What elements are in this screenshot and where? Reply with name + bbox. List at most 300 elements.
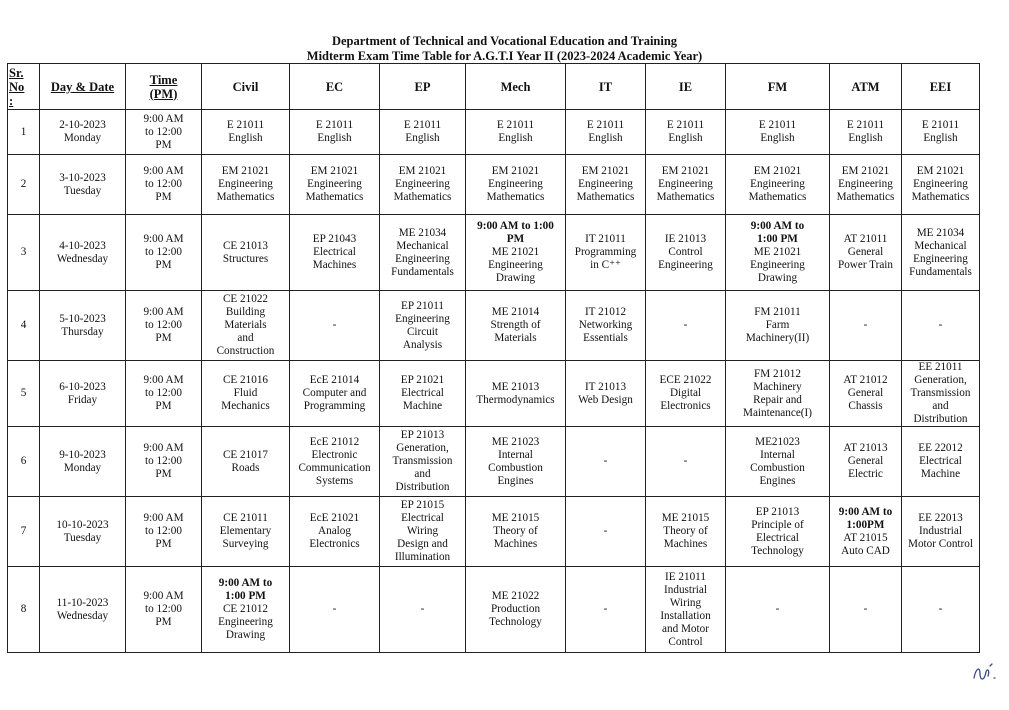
- exam-cell-eei: [902, 155, 980, 215]
- subject-name-line: Engineering: [913, 252, 968, 265]
- subject-code: EM 21021: [221, 165, 270, 177]
- subject-code: E 21011: [666, 119, 705, 131]
- subject-name-line: Transmission: [392, 455, 453, 467]
- exam-cell-ec: [290, 291, 380, 361]
- document-subtitle: Midterm Exam Time Table for A.G.T.I Year II (2023-2024 Academic Year): [306, 49, 703, 63]
- time-cell: [126, 427, 202, 497]
- exam-cell-eei: [902, 110, 980, 155]
- subject-code: E 21011: [403, 119, 442, 131]
- subject-code: EP 21011: [401, 299, 444, 312]
- subject-name-line: Web Design: [578, 393, 633, 406]
- exam-cell-ie: [646, 155, 726, 215]
- subject-name-line: Electrical: [313, 246, 356, 258]
- subject-name-line: Machine: [402, 400, 443, 412]
- subject-name-line: Mechanical: [396, 239, 449, 252]
- time-cell: [126, 361, 202, 427]
- exam-cell-mech: [466, 155, 566, 215]
- subject-name-line: Drawing: [225, 629, 266, 641]
- day-date-line: Tuesday: [63, 531, 102, 544]
- subject-code: E 21011: [758, 119, 797, 131]
- subject-name-line: Electrical: [919, 455, 962, 467]
- exam-cell-ec: [290, 497, 380, 567]
- day-date-line: Monday: [63, 132, 102, 144]
- time-line: PM: [155, 191, 172, 203]
- time-cell: [126, 291, 202, 361]
- subject-name-line: Transmission: [910, 387, 971, 399]
- subject-code: EE 21011: [918, 361, 963, 373]
- exam-cell-ep: [380, 497, 466, 567]
- exam-special-time: 1:00PM: [846, 518, 885, 531]
- subject-name-line: in C⁺⁺: [590, 259, 621, 271]
- subject-name-line: Electric: [848, 468, 883, 480]
- subject-code: CE 21016: [222, 374, 269, 386]
- subject-code: ME 21015: [491, 512, 540, 524]
- subject-code: EM 21021: [916, 165, 965, 177]
- subject-name-line: Fluid: [233, 387, 258, 399]
- exam-cell-ie: [646, 110, 726, 155]
- day-date-line: Tuesday: [63, 184, 102, 197]
- subject-name-line: Theory of: [663, 525, 708, 537]
- subject-name-line: Electronics: [309, 538, 360, 550]
- subject-name-line: Materials: [224, 319, 267, 331]
- sr-no-cell: 2: [8, 155, 40, 215]
- timetable-body: [8, 110, 980, 653]
- subject-name-line: Circuit: [406, 325, 439, 338]
- subject-name-line: Combustion: [488, 461, 543, 474]
- table-row: [8, 215, 980, 291]
- time-line: to 12:00: [145, 387, 182, 399]
- time-line: 9:00 AM: [143, 306, 184, 318]
- subject-name-line: Internal: [498, 448, 533, 461]
- subject-name-line: Mathematics: [393, 191, 452, 203]
- exam-cell-ep: [380, 215, 466, 291]
- exam-cell-it: [566, 497, 646, 567]
- time-line: to 12:00: [145, 319, 182, 331]
- sr-label-2: No: [9, 79, 25, 94]
- sr-no-cell: 5: [8, 361, 40, 427]
- subject-name-line: Electrical: [401, 387, 444, 399]
- subject-name-line: and Motor: [662, 622, 709, 635]
- sr-no-cell: 7: [8, 497, 40, 567]
- subject-code: AT 21012: [843, 374, 888, 386]
- subject-name-line: Digital: [669, 387, 702, 399]
- column-header-ie: IE: [646, 64, 726, 110]
- exam-cell-ec: [290, 215, 380, 291]
- subject-name-line: Fundamentals: [391, 265, 454, 278]
- subject-name-line: Machinery(II): [745, 332, 810, 344]
- subject-code: -: [332, 319, 337, 331]
- subject-name-line: Programming: [303, 400, 366, 412]
- exam-special-time: 1:00 PM: [225, 590, 266, 602]
- subject-name-line: Design and: [397, 538, 448, 550]
- subject-code: FM 21012: [754, 367, 801, 380]
- exam-cell-ie: [646, 291, 726, 361]
- exam-cell-eei: [902, 215, 980, 291]
- subject-name-line: Machines: [493, 538, 538, 550]
- exam-cell-ep: [380, 155, 466, 215]
- time-label-1: Time: [149, 72, 178, 87]
- exam-cell-ep: [380, 291, 466, 361]
- exam-cell-ec: [290, 427, 380, 497]
- subject-name-line: Construction: [216, 345, 275, 357]
- time-line: 9:00 AM: [143, 374, 184, 386]
- exam-cell-eei: [902, 291, 980, 361]
- subject-code: E 21011: [846, 119, 885, 131]
- subject-code: EP 21043: [312, 233, 357, 245]
- subject-name-line: Power Train: [837, 259, 893, 271]
- exam-cell-atm: [830, 291, 902, 361]
- subject-code: EP 21013: [400, 429, 445, 441]
- time-line: PM: [155, 138, 172, 151]
- subject-code: ME 21034: [398, 226, 447, 239]
- column-header-fm: FM: [726, 64, 830, 110]
- day-date-line: 5-10-2023: [59, 312, 106, 325]
- exam-cell-fm: [726, 155, 830, 215]
- exam-special-time: 9:00 AM to 1:00: [477, 220, 554, 232]
- sr-label-1: Sr.: [9, 65, 24, 80]
- subject-name-line: English: [588, 132, 623, 144]
- subject-name-line: Strength of: [490, 319, 541, 331]
- subject-code: CE 21017: [222, 448, 269, 461]
- time-cell: [126, 215, 202, 291]
- subject-name-line: Engineering: [488, 178, 543, 190]
- exam-cell-ep: [380, 427, 466, 497]
- table-row: [8, 110, 980, 155]
- exam-cell-it: [566, 215, 646, 291]
- time-line: PM: [155, 616, 172, 628]
- exam-special-time: 9:00 AM to: [838, 505, 893, 518]
- exam-cell-it: [566, 155, 646, 215]
- subject-name-line: Mathematics: [486, 191, 545, 203]
- column-header-it: IT: [566, 64, 646, 110]
- time-line: to 12:00: [145, 125, 182, 138]
- exam-cell-atm: [830, 567, 902, 653]
- exam-cell-civil: [202, 567, 290, 653]
- exam-cell-mech: [466, 215, 566, 291]
- column-header-time: [126, 64, 202, 110]
- subject-name-line: Programming: [574, 246, 637, 258]
- subject-name-line: Machines: [663, 538, 708, 550]
- subject-name-line: Engineering: [913, 178, 968, 190]
- day-date-cell: [40, 291, 126, 361]
- exam-cell-civil: [202, 110, 290, 155]
- day-date-cell: [40, 110, 126, 155]
- time-line: PM: [155, 468, 172, 480]
- subject-name-line: Production: [490, 603, 541, 615]
- day-date-line: 3-10-2023: [59, 171, 106, 184]
- subject-code: CE 21013: [222, 239, 269, 252]
- exam-cell-it: [566, 291, 646, 361]
- table-row: [8, 497, 980, 567]
- subject-name-line: and: [237, 332, 254, 344]
- column-header-ec: EC: [290, 64, 380, 110]
- subject-code: AT 21013: [843, 442, 888, 454]
- subject-name-line: English: [498, 132, 533, 144]
- time-line: to 12:00: [145, 603, 182, 615]
- subject-name-line: Wiring: [669, 596, 702, 609]
- sr-no-cell: 8: [8, 567, 40, 653]
- subject-code: EM 21021: [753, 165, 802, 177]
- subject-code: EcE 21021: [309, 512, 360, 524]
- day-date-line: Wednesday: [56, 252, 109, 265]
- time-line: to 12:00: [145, 455, 182, 467]
- exam-cell-ie: [646, 427, 726, 497]
- exam-cell-fm: [726, 567, 830, 653]
- day-date-line: 9-10-2023: [59, 448, 106, 461]
- subject-code: IT 21013: [584, 380, 627, 393]
- day-date-line: Friday: [67, 393, 98, 406]
- subject-name-line: Systems: [315, 474, 354, 487]
- exam-cell-atm: [830, 215, 902, 291]
- subject-code: EM 21021: [491, 165, 540, 177]
- day-date-line: Monday: [63, 461, 102, 474]
- subject-code: EM 21021: [398, 165, 447, 177]
- subject-name-line: Engineering: [307, 178, 362, 190]
- subject-name-line: Materials: [494, 332, 537, 344]
- subject-name-line: Surveying: [222, 538, 269, 550]
- exam-cell-ec: [290, 110, 380, 155]
- subject-code: -: [603, 455, 608, 467]
- exam-cell-ie: [646, 497, 726, 567]
- subject-code: EM 21021: [661, 165, 710, 177]
- day-date-line: 11-10-2023: [56, 596, 109, 609]
- subject-name-line: Analog: [318, 525, 351, 537]
- subject-name-line: Industrial: [919, 525, 962, 537]
- time-line: 9:00 AM: [143, 165, 184, 177]
- subject-name-line: Engineering: [218, 178, 273, 190]
- exam-cell-fm: [726, 361, 830, 427]
- exam-cell-ep: [380, 567, 466, 653]
- subject-code: EM 21021: [841, 165, 890, 177]
- exam-timetable: [7, 63, 980, 653]
- exam-cell-ec: [290, 567, 380, 653]
- subject-name-line: Engines: [759, 474, 796, 487]
- subject-code: E 21011: [921, 119, 960, 131]
- exam-cell-civil: [202, 427, 290, 497]
- subject-code: EcE 21014: [309, 374, 360, 386]
- exam-cell-civil: [202, 361, 290, 427]
- subject-code: -: [683, 319, 688, 331]
- day-date-cell: [40, 427, 126, 497]
- column-header-atm: ATM: [830, 64, 902, 110]
- exam-cell-atm: [830, 361, 902, 427]
- subject-name-line: Auto CAD: [841, 544, 890, 557]
- subject-code: ECE 21022: [659, 374, 712, 386]
- time-line: to 12:00: [145, 525, 182, 537]
- exam-cell-fm: [726, 427, 830, 497]
- subject-code: -: [332, 603, 337, 615]
- time-line: PM: [155, 400, 172, 412]
- subject-name-line: Engines: [497, 474, 534, 487]
- day-date-line: Thursday: [61, 325, 104, 338]
- subject-name-line: Engineering: [658, 259, 713, 271]
- day-date-cell: [40, 567, 126, 653]
- subject-name-line: Electrical: [756, 531, 799, 544]
- subject-code: -: [938, 319, 943, 331]
- subject-name-line: Mathematics: [836, 191, 895, 203]
- subject-name-line: Distribution: [395, 481, 450, 493]
- exam-cell-mech: [466, 291, 566, 361]
- subject-name-line: Roads: [231, 461, 260, 474]
- subject-code: EP 21013: [755, 505, 800, 518]
- subject-code: E 21011: [496, 119, 535, 131]
- exam-cell-mech: [466, 361, 566, 427]
- subject-name-line: Mathematics: [305, 191, 364, 203]
- subject-name-line: Principle of: [751, 518, 804, 531]
- exam-cell-atm: [830, 155, 902, 215]
- exam-cell-it: [566, 361, 646, 427]
- time-line: to 12:00: [145, 178, 182, 190]
- subject-code: -: [863, 319, 868, 331]
- subject-code: -: [863, 603, 868, 615]
- day-date-line: 4-10-2023: [59, 239, 106, 252]
- exam-cell-eei: [902, 427, 980, 497]
- subject-code: AT 21015: [843, 531, 888, 544]
- column-header-day-date: Day & Date: [40, 64, 126, 110]
- exam-cell-ec: [290, 361, 380, 427]
- column-header-mech: Mech: [466, 64, 566, 110]
- subject-name-line: Machine: [920, 468, 961, 480]
- subject-name-line: Repair and: [753, 393, 802, 406]
- exam-cell-ie: [646, 215, 726, 291]
- subject-code: EP 21021: [400, 374, 445, 386]
- day-date-cell: [40, 361, 126, 427]
- day-date-cell: [40, 215, 126, 291]
- exam-cell-mech: [466, 567, 566, 653]
- subject-name-line: Farm: [765, 319, 790, 331]
- column-header-eei: EEI: [902, 64, 980, 110]
- subject-name-line: Elementary: [219, 525, 272, 537]
- subject-name-line: Mathematics: [748, 191, 807, 203]
- time-line: 9:00 AM: [143, 512, 184, 524]
- subject-code: -: [603, 525, 608, 537]
- subject-code: ME 21015: [661, 512, 710, 524]
- subject-name-line: Electronic: [311, 448, 358, 461]
- subject-name-line: Computer and: [302, 387, 367, 399]
- sr-no-cell: 4: [8, 291, 40, 361]
- subject-name-line: Thermodynamics: [476, 393, 555, 406]
- subject-name-line: Engineering: [218, 616, 273, 628]
- subject-name-line: English: [760, 132, 795, 144]
- document-title: Department of Technical and Vocational Education and Training: [331, 34, 678, 48]
- subject-name-line: Drawing: [757, 272, 798, 284]
- time-label-2: (PM): [149, 86, 178, 101]
- exam-cell-eei: [902, 361, 980, 427]
- subject-name-line: Illumination: [394, 551, 451, 563]
- exam-cell-ep: [380, 110, 466, 155]
- subject-name-line: Engineering: [838, 178, 893, 190]
- subject-name-line: General: [847, 387, 884, 399]
- subject-name-line: Communication: [298, 461, 371, 474]
- exam-cell-ie: [646, 361, 726, 427]
- table-row: [8, 567, 980, 653]
- table-row: [8, 361, 980, 427]
- subject-name-line: English: [317, 132, 352, 144]
- subject-code: ME 21021: [491, 246, 540, 258]
- subject-name-line: English: [405, 132, 440, 144]
- subject-name-line: Installation: [660, 609, 711, 622]
- exam-cell-mech: [466, 110, 566, 155]
- exam-cell-civil: [202, 291, 290, 361]
- subject-code: -: [420, 603, 425, 615]
- day-date-cell: [40, 497, 126, 567]
- subject-name-line: Machinery: [753, 380, 802, 393]
- subject-code: EP 21015: [400, 499, 445, 511]
- time-line: PM: [155, 259, 172, 271]
- subject-code: ME 21023: [491, 435, 540, 448]
- time-line: 9:00 AM: [143, 442, 184, 454]
- subject-code: ME21023: [755, 435, 800, 448]
- subject-name-line: Industrial: [664, 583, 707, 596]
- subject-name-line: English: [228, 132, 263, 144]
- subject-code: E 21011: [226, 119, 265, 131]
- subject-code: -: [603, 603, 608, 615]
- subject-name-line: Generation,: [396, 442, 449, 454]
- subject-name-line: Engineering: [750, 259, 805, 271]
- subject-code: EM 21021: [581, 165, 630, 177]
- subject-code: E 21011: [586, 119, 625, 131]
- subject-name-line: Theory of: [493, 525, 538, 537]
- subject-name-line: Mechanics: [221, 400, 270, 412]
- subject-name-line: Mathematics: [911, 191, 970, 203]
- exam-cell-civil: [202, 215, 290, 291]
- subject-name-line: Building: [225, 306, 266, 318]
- subject-code: CE 21022: [222, 293, 269, 305]
- time-line: 9:00 AM: [143, 590, 184, 602]
- day-date-line: Wednesday: [56, 609, 109, 622]
- subject-code: FM 21011: [754, 306, 801, 318]
- time-cell: [126, 110, 202, 155]
- column-header-sr-no: [8, 64, 40, 110]
- table-row: [8, 427, 980, 497]
- subject-name-line: Mathematics: [576, 191, 635, 203]
- subject-name-line: Fundamentals: [909, 265, 972, 278]
- subject-name-line: Structures: [222, 252, 269, 265]
- subject-name-line: Drawing: [495, 272, 536, 284]
- exam-cell-it: [566, 427, 646, 497]
- column-header-ep: EP: [380, 64, 466, 110]
- time-line: PM: [155, 538, 172, 550]
- signature-mark: [968, 660, 1002, 686]
- subject-code: -: [683, 455, 688, 467]
- exam-cell-fm: [726, 215, 830, 291]
- subject-name-line: Machines: [312, 259, 357, 271]
- subject-code: AT 21011: [843, 233, 888, 245]
- subject-name-line: and: [414, 468, 431, 480]
- day-date-cell: [40, 155, 126, 215]
- subject-name-line: Mathematics: [656, 191, 715, 203]
- subject-name-line: Mathematics: [216, 191, 275, 203]
- subject-name-line: General: [847, 455, 884, 467]
- subject-name-line: Engineering: [488, 259, 543, 271]
- subject-code: ME 21013: [491, 380, 540, 393]
- time-cell: [126, 155, 202, 215]
- subject-code: -: [938, 603, 943, 615]
- day-date-line: 2-10-2023: [59, 119, 106, 131]
- column-header-civil: Civil: [202, 64, 290, 110]
- subject-name-line: Engineering: [395, 178, 450, 190]
- time-line: 9:00 AM: [143, 233, 184, 245]
- exam-cell-atm: [830, 427, 902, 497]
- day-date-line: 10-10-2023: [56, 518, 109, 531]
- time-line: PM: [155, 332, 172, 344]
- subject-name-line: Distribution: [913, 413, 968, 425]
- subject-code: EM 21021: [310, 165, 359, 177]
- exam-cell-it: [566, 110, 646, 155]
- subject-code: -: [775, 603, 780, 615]
- subject-code: EE 22012: [918, 442, 963, 454]
- exam-cell-eei: [902, 497, 980, 567]
